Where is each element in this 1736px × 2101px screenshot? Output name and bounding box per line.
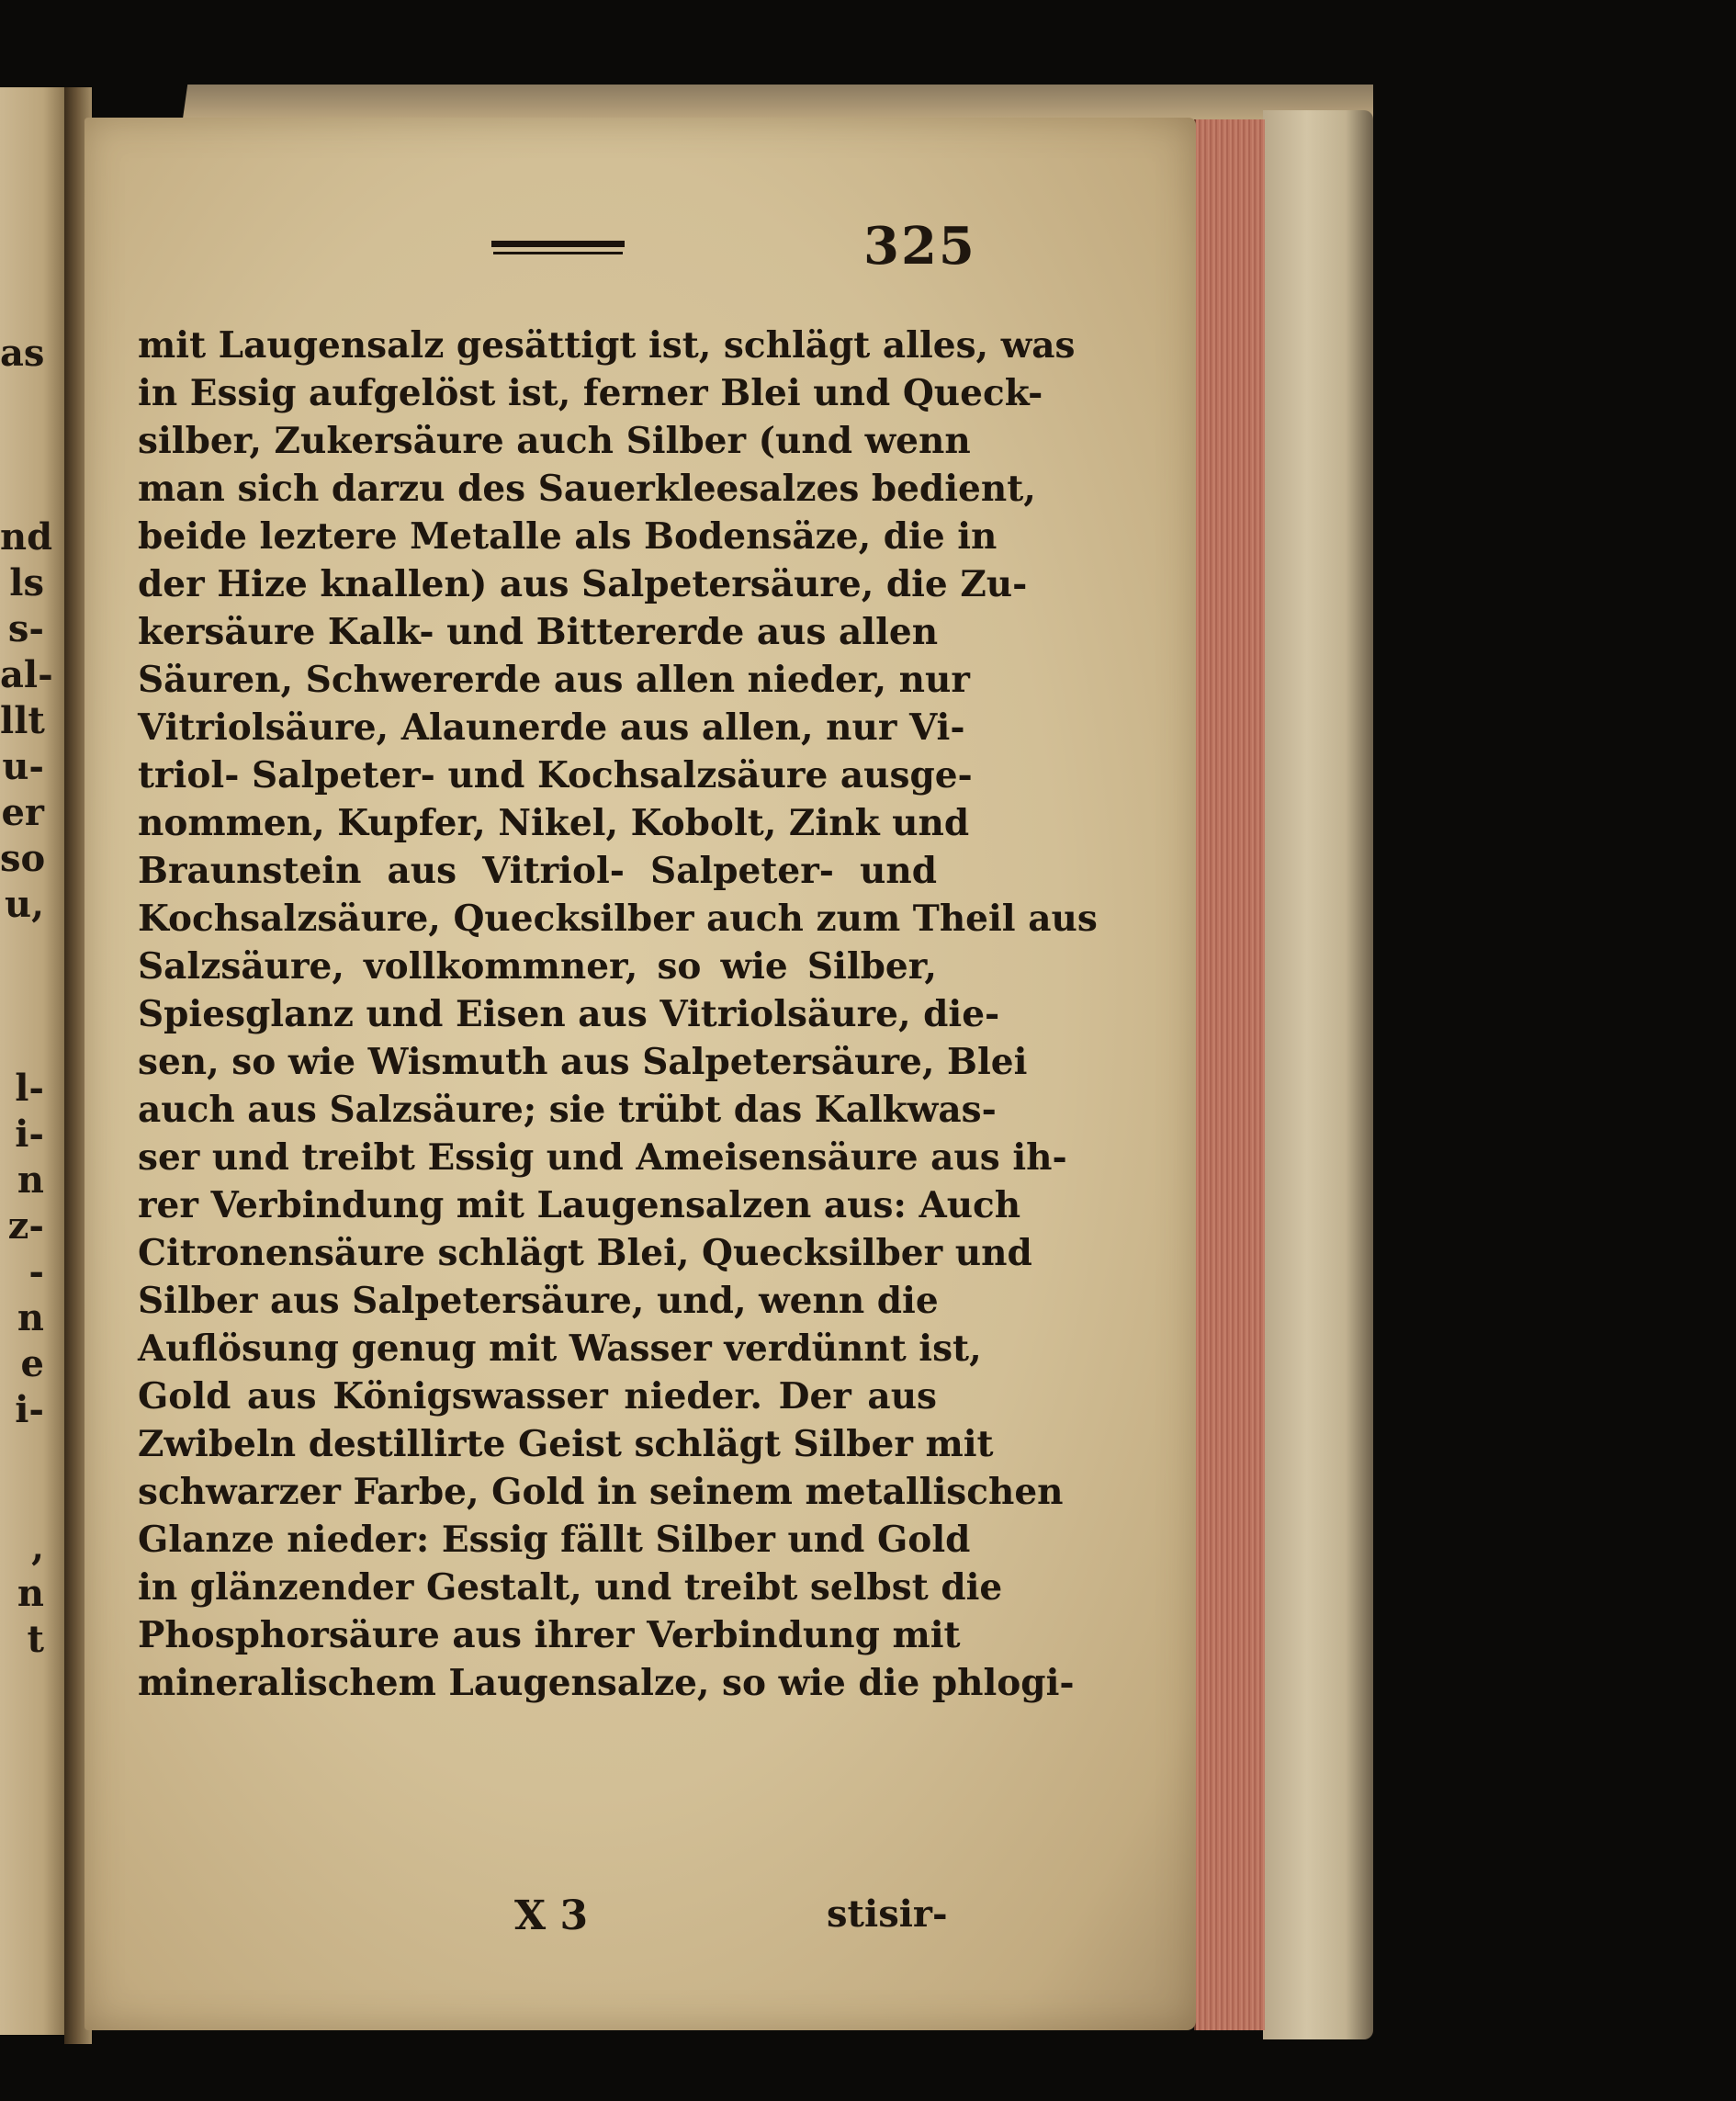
text-line: Kochsalzsäure, Quecksilber auch zum Theil aus [138, 898, 1098, 940]
facing-page-fragment [0, 974, 44, 1020]
text-line: Säuren, Schwererde aus allen nieder, nur [138, 659, 970, 701]
facing-page-fragment [0, 469, 44, 514]
text-line: in Essig aufgelöst ist, ferner Blei und Queck- [138, 372, 1043, 414]
text-line: Auflösung genug mit Wasser verdünnt ist, [138, 1327, 982, 1370]
facing-page-fragment: n [17, 1158, 44, 1202]
text-line: sen, so wie Wismuth aus Salpetersäure, Blei [138, 1041, 1028, 1083]
text-line: Braunstein aus Vitriol- Salpeter- und [138, 850, 937, 892]
facing-page-fragment: t [27, 1618, 44, 1661]
text-line: Spiesglanz und Eisen aus Vitriolsäure, die- [138, 993, 1000, 1035]
page-block-edges [1194, 119, 1265, 2030]
text-line: mit Laugensalz gesättigt ist, schlägt alles, was [138, 324, 1076, 367]
text-line: kersäure Kalk- und Bittererde aus allen [138, 611, 939, 653]
text-line: Salzsäure, vollkommner, so wie Silber, [138, 945, 937, 988]
facing-page-fragment: as [0, 332, 45, 375]
facing-page-text-fragments [0, 331, 72, 1663]
text-line: rer Verbindung mit Laugensalzen aus: Auch [138, 1184, 1021, 1226]
text-line: mineralischem Laugensalze, so wie die phlogi- [138, 1662, 1075, 1704]
facing-page-fragment [0, 928, 44, 974]
facing-page-fragment [0, 423, 44, 469]
facing-page-fragment: , [31, 1526, 44, 1569]
facing-page [0, 87, 72, 2035]
facing-page-fragment: z- [7, 1204, 44, 1248]
facing-page-fragment [0, 1433, 44, 1479]
facing-page-fragment: i- [15, 1388, 44, 1431]
facing-page-fragment: llt [0, 699, 45, 742]
facing-page-fragment: so [0, 837, 46, 880]
facing-page-fragment: i- [15, 1113, 44, 1156]
text-line: silber, Zukersäure auch Silber (und wenn [138, 420, 971, 462]
facing-page-fragment: er [1, 791, 44, 834]
text-line: man sich darzu des Sauerkleesalzes bedient, [138, 468, 1036, 510]
text-line: auch aus Salzsäure; sie trübt das Kalkwas- [138, 1089, 997, 1131]
page-number: 325 [863, 216, 976, 277]
catchword: stisir- [827, 1892, 948, 1936]
facing-page-fragment: u, [4, 883, 44, 926]
text-line: nommen, Kupfer, Nikel, Kobolt, Zink und [138, 802, 970, 844]
facing-page-fragment: ls [9, 561, 44, 604]
text-line: Silber aus Salpetersäure, und, wenn die [138, 1280, 939, 1322]
text-line: Zwibeln destillirte Geist schlägt Silber mit [138, 1423, 994, 1465]
text-line: Vitriolsäure, Alaunerde aus allen, nur Vi- [138, 706, 965, 749]
facing-page-fragment: s- [7, 607, 44, 650]
text-line: Citronensäure schlägt Blei, Quecksilber und [138, 1232, 1032, 1274]
text-line: in glänzender Gestalt, und treibt selbst die [138, 1566, 1003, 1609]
facing-page-fragment: al- [0, 653, 53, 696]
text-line: triol- Salpeter- und Kochsalzsäure ausge- [138, 754, 973, 796]
facing-page-fragment: - [28, 1250, 44, 1293]
facing-page-fragment [0, 1479, 44, 1525]
header-rule [491, 241, 625, 247]
text-line: Glanze nieder: Essig fällt Silber und Gold [138, 1519, 971, 1561]
back-cover [1263, 110, 1373, 2039]
text-line: Gold aus Königswasser nieder. Der aus [138, 1375, 937, 1418]
facing-page-fragment: u- [2, 745, 44, 788]
facing-page-fragment [0, 377, 44, 423]
facing-page-fragment: l- [15, 1067, 44, 1110]
text-line: schwarzer Farbe, Gold in seinem metallischen [138, 1471, 1064, 1513]
facing-page-fragment: n [17, 1572, 44, 1615]
facing-page-fragment: e [20, 1342, 44, 1385]
background [1373, 0, 1736, 2101]
text-line: Phosphorsäure aus ihrer Verbindung mit [138, 1614, 961, 1656]
facing-page-fragment [0, 1020, 44, 1066]
signature-mark: X 3 [514, 1892, 589, 1939]
body-text [138, 322, 1098, 1707]
text-line: beide leztere Metalle als Bodensäze, die in [138, 515, 998, 558]
facing-page-fragment: n [17, 1296, 44, 1339]
text-line: der Hize knallen) aus Salpetersäure, die Zu- [138, 563, 1028, 605]
text-line: ser und treibt Essig und Ameisensäure aus ih- [138, 1136, 1067, 1179]
facing-page-fragment: nd [0, 515, 53, 559]
